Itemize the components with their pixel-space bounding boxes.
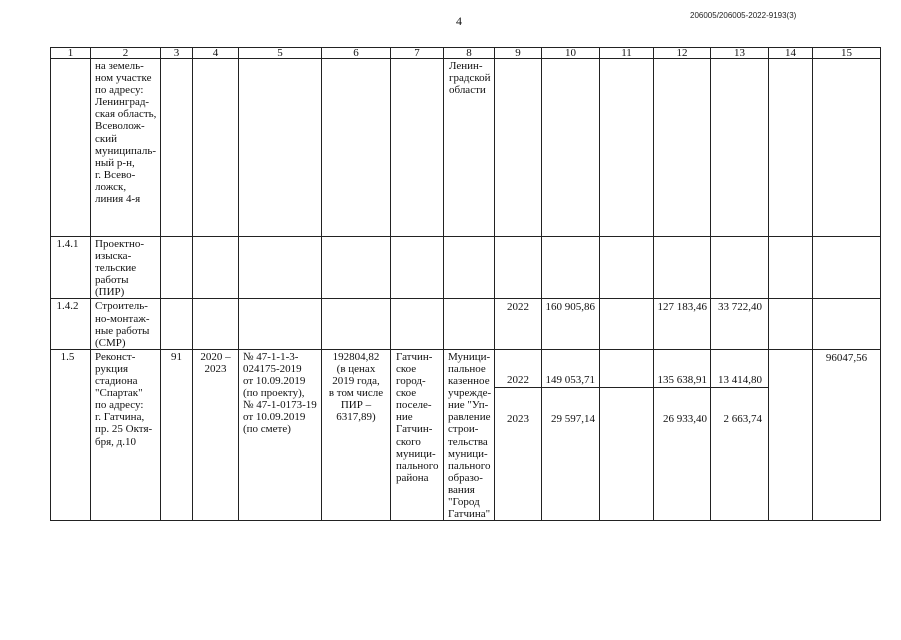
- cell-col3: 91: [161, 349, 193, 520]
- cell-col9: [495, 237, 542, 299]
- column-number-header: 4: [193, 48, 239, 59]
- column-number-header: 1: [51, 48, 91, 59]
- cell-col6: [322, 59, 391, 237]
- column-numbers-row: [51, 48, 881, 59]
- cell-col12: [654, 237, 711, 299]
- value-line: 13 414,80: [711, 374, 768, 388]
- value-line: 2 663,74: [723, 413, 762, 426]
- cell-col4: [193, 299, 239, 349]
- column-number-header: 7: [391, 48, 444, 59]
- cell-col15: [813, 299, 881, 349]
- cell-col7: [391, 299, 444, 349]
- cell-col13: [711, 237, 769, 299]
- cell-col9: [495, 349, 542, 520]
- column-number-header: 12: [654, 48, 711, 59]
- cell-col5: [239, 59, 322, 237]
- cell-col3: [161, 299, 193, 349]
- cell-col2: Проектно- изыска- тельские работы (ПИР): [91, 237, 161, 299]
- cell-col8: Муници- пальное казенное учрежде- ние "Уп- равление строи- тельства муници- пального образо- вания "Город Гатчина": [444, 349, 495, 520]
- cell-col12: 127 183,46: [654, 299, 711, 349]
- value-line: 135 638,91: [654, 374, 710, 388]
- cell-col10: [542, 237, 600, 299]
- cell-col10: [542, 59, 600, 237]
- cell-col2: Реконст- рукция стадиона "Спартак" по адресу: г. Гатчина, пр. 25 Октя- бря, д.10: [91, 349, 161, 520]
- cell-col11: [600, 349, 654, 520]
- value-line: 26 933,40: [663, 413, 707, 426]
- cell-col6: [322, 237, 391, 299]
- cell-col7: [391, 59, 444, 237]
- cell-col2: на земель- ном участке по адресу: Ленинград- ская область, Всеволож- ский муниципаль- ный р-н, г. Всево- ложск, линия 4-я: [91, 59, 161, 237]
- cell-col13: [711, 349, 769, 520]
- cell-col9: [495, 59, 542, 237]
- cell-col1: 1.4.2: [51, 299, 91, 349]
- column-number-header: 8: [444, 48, 495, 59]
- cell-col4: [193, 59, 239, 237]
- cell-col14: [769, 349, 813, 520]
- value-line: [600, 374, 653, 388]
- column-number-header: 2: [91, 48, 161, 59]
- cell-col12: [654, 349, 711, 520]
- cell-col13: 33 722,40: [711, 299, 769, 349]
- column-number-header: 11: [600, 48, 654, 59]
- value-line: 29 597,14: [551, 413, 595, 426]
- cell-col10: 160 905,86: [542, 299, 600, 349]
- page-number: 4: [456, 14, 462, 28]
- cell-col11: [600, 237, 654, 299]
- value-line: 149 053,71: [542, 374, 599, 388]
- cell-col15: [813, 59, 881, 237]
- value-line: 2023: [507, 413, 529, 426]
- cell-col15: 96047,56: [813, 349, 881, 520]
- cell-col5: № 47-1-1-3- 024175-2019 от 10.09.2019 (по проекту), № 47-1-0173-19 от 10.09.2019 (по смете): [239, 349, 322, 520]
- cell-col8: Ленин- градской области: [444, 59, 495, 237]
- column-number-header: 3: [161, 48, 193, 59]
- cell-col14: [769, 237, 813, 299]
- cell-col5: [239, 237, 322, 299]
- table-row: [51, 59, 881, 237]
- document-code: 206005/206005-2022-9193(3): [690, 11, 797, 20]
- cell-col13: [711, 59, 769, 237]
- cell-col4: 2020 – 2023: [193, 349, 239, 520]
- cell-col5: [239, 299, 322, 349]
- cell-col1: 1.5: [51, 349, 91, 520]
- cell-col8: [444, 237, 495, 299]
- cell-col14: [769, 299, 813, 349]
- value-line: 2022: [495, 374, 541, 388]
- column-number-header: 9: [495, 48, 542, 59]
- column-number-header: 14: [769, 48, 813, 59]
- cell-col7: Гатчин- ское город- ское поселе- ние Гатчин- ского муници- пального района: [391, 349, 444, 520]
- cell-col15: [813, 237, 881, 299]
- table-row: [51, 349, 881, 520]
- cell-col10: [542, 349, 600, 520]
- cell-col1: [51, 59, 91, 237]
- cell-col11: [600, 59, 654, 237]
- data-table: [50, 47, 881, 521]
- cell-col2: Строитель- но-монтаж- ные работы (СМР): [91, 299, 161, 349]
- cell-col3: [161, 237, 193, 299]
- cell-col9: 2022: [495, 299, 542, 349]
- cell-col1: 1.4.1: [51, 237, 91, 299]
- cell-col6: [322, 299, 391, 349]
- column-number-header: 5: [239, 48, 322, 59]
- cell-col14: [769, 59, 813, 237]
- cell-col4: [193, 237, 239, 299]
- cell-col3: [161, 59, 193, 237]
- cell-col12: [654, 59, 711, 237]
- cell-col11: [600, 299, 654, 349]
- table-row: [51, 299, 881, 349]
- column-number-header: 6: [322, 48, 391, 59]
- column-number-header: 10: [542, 48, 600, 59]
- table-row: [51, 237, 881, 299]
- value-line: [600, 412, 653, 425]
- column-number-header: 15: [813, 48, 881, 59]
- cell-col6: 192804,82 (в ценах 2019 года, в том числе ПИР – 6317,89): [322, 349, 391, 520]
- column-number-header: 13: [711, 48, 769, 59]
- cell-col7: [391, 237, 444, 299]
- cell-col8: [444, 299, 495, 349]
